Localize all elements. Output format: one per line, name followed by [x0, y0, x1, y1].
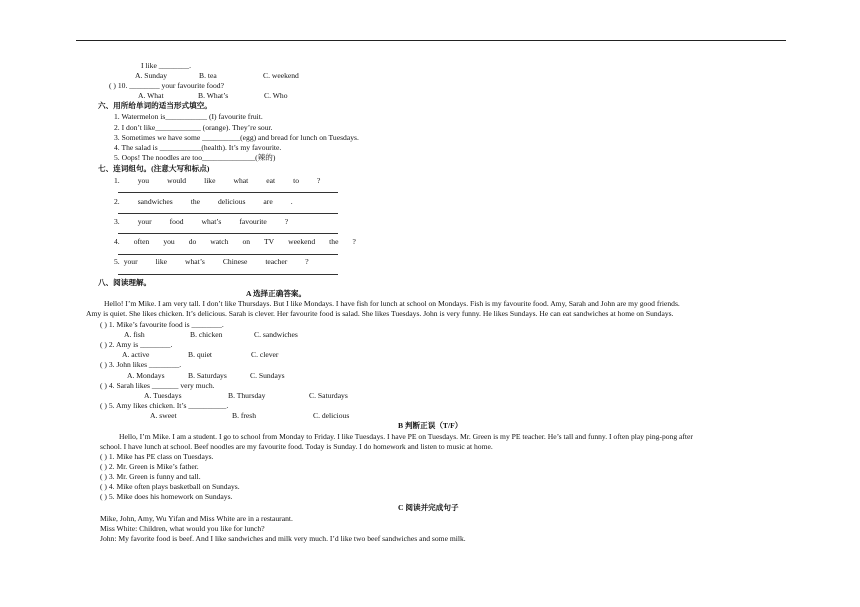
option: C. sandwiches [254, 330, 298, 339]
answer-line [118, 192, 338, 193]
word: to [293, 176, 300, 185]
option: B. Saturdays [188, 371, 227, 380]
part-c-line: John: My favorite food is beef. And I like sandwiches and milk very much. I’d like two beef sandwiches and some milk. [100, 534, 466, 543]
mc-question: ( ) 3. John likes ________. [100, 360, 182, 369]
mc-options [127, 372, 285, 380]
option: C. Who [264, 91, 288, 100]
header-rule [76, 40, 786, 41]
mc-question: ( ) 2. Amy is ________. [100, 340, 173, 349]
part-c-heading: C 阅读并完成句子 [398, 503, 459, 512]
fill-item: 4. The salad is ___________(health). It’s my favourite. [114, 143, 282, 152]
option: A. Sunday [135, 71, 168, 80]
option: B. quiet [188, 350, 213, 359]
section8-title: 八、阅读理解。 [98, 278, 152, 287]
word-row [114, 218, 306, 226]
row-number: 4. [114, 237, 120, 246]
option: A. What [138, 91, 164, 100]
row-number: 1. [114, 176, 120, 185]
word: often [133, 237, 150, 246]
word: the [329, 237, 339, 246]
fill-item: 3. Sometimes we have some __________(egg) and bread for lunch on Tuesdays. [114, 133, 359, 142]
option: B. fresh [232, 411, 257, 420]
q10-stem: ( ) 10. ________ your favourite food? [109, 81, 224, 90]
word: on [242, 237, 251, 246]
word: ? [305, 257, 309, 266]
part-a-heading: A 选择正确答案。 [246, 289, 307, 298]
option: B. Thursday [228, 391, 266, 400]
part-b-passage: school. I have lunch at school. Beef noodles are my favourite food. Today is Sunday. I do homework and listen to music at home. [100, 442, 493, 451]
option: C. Saturdays [309, 391, 348, 400]
option: A. fish [124, 330, 145, 339]
part-a-passage: Amy is quiet. She likes chicken. It’s delicious. Sarah is clever. Her favourite food is salad. She likes Tuesdays. John is very funny. He likes Sundays. He can eat sandwiches at home on Sundays. [86, 309, 674, 318]
word-row [114, 198, 311, 206]
q9-stem: I like ________. [141, 61, 191, 70]
answer-line [118, 233, 338, 234]
word: weekend [288, 237, 316, 246]
row-number: 5. [114, 257, 120, 266]
option: C. weekend [263, 71, 299, 80]
mc-question: ( ) 5. Amy likes chicken. It’s __________. [100, 401, 229, 410]
tf-statement: ( ) 4. Mike often plays basketball on Sundays. [100, 482, 240, 491]
word: teacher [265, 257, 288, 266]
word: you [137, 176, 150, 185]
word: watch [210, 237, 229, 246]
word: your [137, 217, 152, 226]
option: B. chicken [190, 330, 223, 339]
tf-statement: ( ) 5. Mike does his homework on Sundays. [100, 492, 233, 501]
mc-question: ( ) 1. Mike’s favourite food is ________. [100, 320, 224, 329]
word: favourite [239, 217, 267, 226]
q10-options [138, 92, 288, 100]
word: do [188, 237, 197, 246]
word: would [167, 176, 187, 185]
word: you [163, 237, 175, 246]
word: ? [284, 217, 289, 226]
tf-statement: ( ) 1. Mike has PE class on Tuesdays. [100, 452, 214, 461]
fill-item: 5. Oops! The noodles are too______________(辣的) [114, 153, 276, 162]
row-number: 3. [114, 217, 120, 226]
word-row [114, 177, 338, 185]
mc-options [122, 351, 278, 359]
word: sandwiches [137, 197, 173, 206]
fill-item: 2. I don’t like____________ (orange). They’re sour. [114, 123, 273, 132]
mc-options [124, 331, 298, 339]
section6-title: 六、用所给单词的适当形式填空。 [98, 101, 212, 110]
option: C. delicious [313, 411, 350, 420]
answer-line [118, 254, 338, 255]
option: A. Tuesdays [144, 391, 182, 400]
word: delicious [218, 197, 246, 206]
part-b-passage: Hello, I’m Mike. I am a student. I go to school from Monday to Friday. I like Tuesdays. I have PE on Tuesdays. Mr. Green is my PE teacher. He’s tall and funny. I often play ping-pong after [119, 432, 693, 441]
answer-line [118, 274, 338, 275]
answer-line [118, 213, 338, 214]
word-row [114, 258, 327, 266]
word: TV [264, 237, 275, 246]
option: B. tea [199, 71, 217, 80]
part-c-line: Miss White: Children, what would you like for lunch? [100, 524, 265, 533]
word: Chinese [222, 257, 248, 266]
word: like [204, 176, 216, 185]
option: A. sweet [150, 411, 177, 420]
mc-options [144, 392, 348, 400]
word: like [155, 257, 168, 266]
word-row [114, 238, 374, 246]
word: your [123, 257, 138, 266]
word: what’s [201, 217, 222, 226]
word: what [233, 176, 249, 185]
q9-options [135, 72, 299, 80]
tf-statement: ( ) 2. Mr. Green is Mike’s father. [100, 462, 199, 471]
word: ? [317, 176, 321, 185]
word: . [290, 197, 293, 206]
row-number: 2. [114, 197, 120, 206]
word: are [263, 197, 273, 206]
word: eat [266, 176, 276, 185]
word: food [169, 217, 184, 226]
mc-question: ( ) 4. Sarah likes _______ very much. [100, 381, 215, 390]
part-b-heading: B 判断正误（T/F） [398, 421, 463, 430]
option: C. clever [251, 350, 279, 359]
tf-statement: ( ) 3. Mr. Green is funny and tall. [100, 472, 201, 481]
option: A. Mondays [127, 371, 165, 380]
part-a-passage: Hello! I’m Mike. I am very tall. I don’t like Thursdays. But I like Mondays. I have fish for lunch at school on Mondays. Fish is my favourite food. Amy, Sarah and John are my good friends. [104, 299, 680, 308]
word: the [190, 197, 200, 206]
option: A. active [122, 350, 150, 359]
option: C. Sundays [250, 371, 285, 380]
section7-title: 七、连词组句。(注意大写和标点) [98, 164, 210, 173]
mc-options [150, 412, 349, 420]
word: ? [352, 237, 356, 246]
fill-item: 1. Watermelon is___________ (I) favourite fruit. [114, 112, 263, 121]
option: B. What’s [198, 91, 229, 100]
word: what’s [185, 257, 205, 266]
part-c-line: Mike, John, Amy, Wu Yifan and Miss White are in a restaurant. [100, 514, 293, 523]
